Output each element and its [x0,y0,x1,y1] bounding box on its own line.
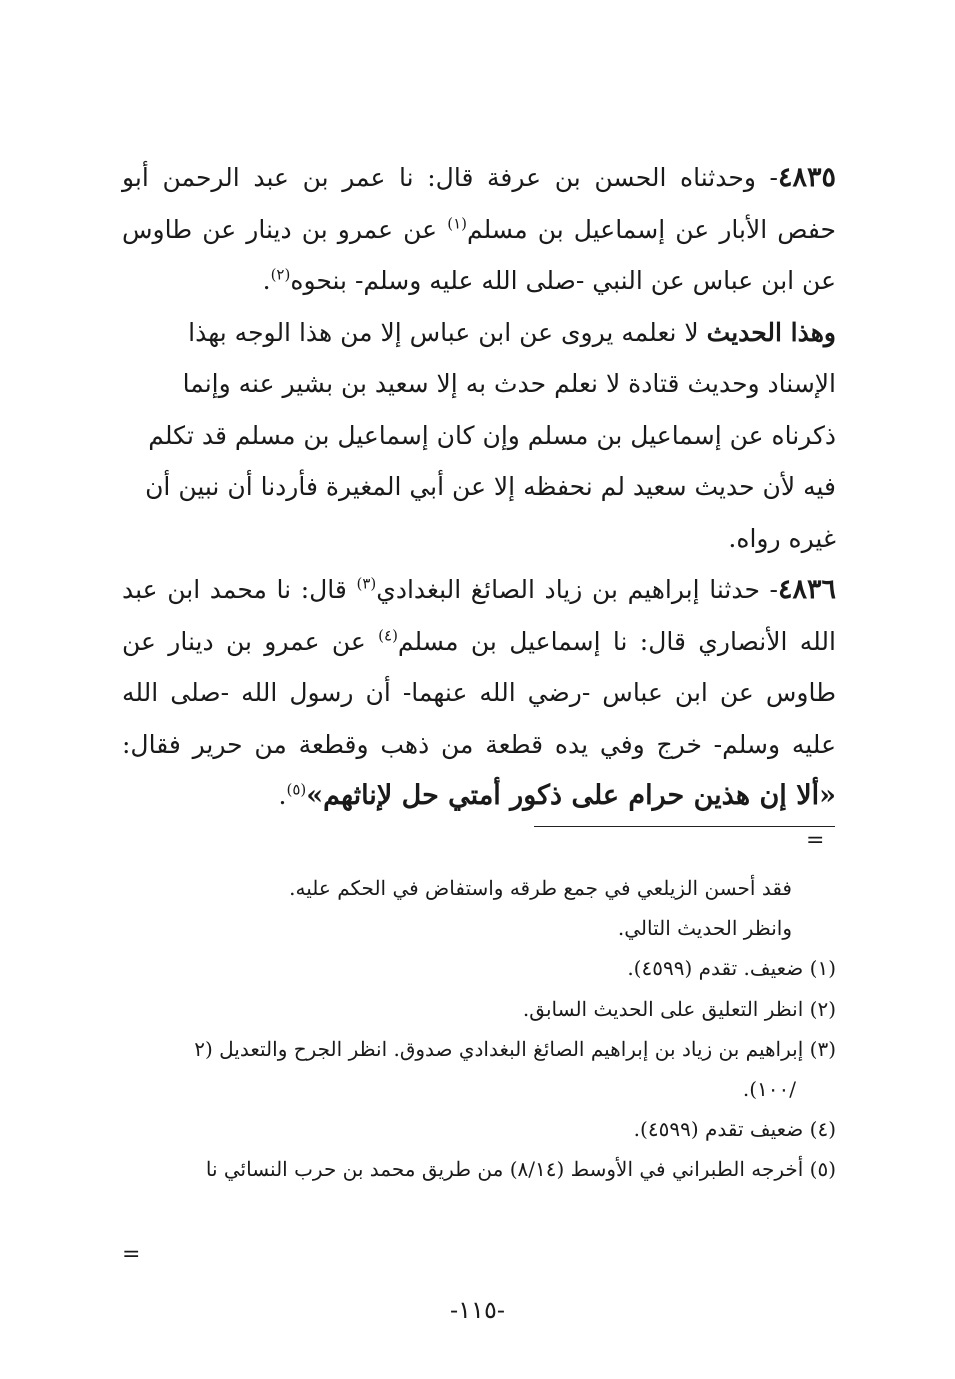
footnote-carryover: وانظر الحديث التالي. [617,916,792,941]
hadith-text: . [278,781,287,810]
footnote-1: (١) ضعيف. تقدم (٤٥٩٩). [627,956,836,981]
footnote-carryover: فقد أحسن الزيلعي في جمع طرقه واستفاض في الحكم عليه. [289,876,792,900]
footnote-divider [534,826,835,827]
footnote-5: (٥) أخرجه الطبراني في الأوسط (٨/١٤) من طريق محمد بن حرب النسائي نا [205,1157,836,1182]
footnotes [122,868,836,1190]
hadith-text: عن عمرو بن دينار عن طاوس عن ابن عباس عن النبي -صلى الله عليه وسلم- بنحوه [122,214,836,295]
continuation-mark-bottom: = [122,1242,141,1267]
hadith-4836 [122,564,836,822]
commentary [122,307,836,565]
hadith-text: - حدثنا إبراهيم بن زياد الصائغ البغدادي [376,575,778,604]
hadith-number: ٤٨٣٦ [777,574,836,605]
footnote-3-continuation: /١٠٠). [742,1077,796,1102]
footnote-3: (٣) إبراهيم بن زياد بن إبراهيم الصائغ البغدادي صدوق. انظر الجرح والتعديل (٢ [194,1036,836,1061]
footnote-4: (٤) ضعيف تقدم (٤٥٩٩). [633,1117,836,1142]
main-text [122,152,836,822]
hadith-number: ٤٨٣٥ [777,162,836,193]
footnote-ref-2[interactable]: (٢) [270,265,291,284]
commentary-lead: وهذا الحديث [706,317,836,347]
footnote-ref-4[interactable]: (٤) [378,626,398,645]
footnote-ref-1[interactable]: (١) [447,214,467,233]
footnote-ref-5[interactable]: (٥) [286,780,307,799]
hadith-text: - وحدثناه الحسن بن عرفة قال: نا عمر بن عبد الرحمن أبو حفص الأبار عن إسماعيل بن مسلم [122,163,837,244]
hadith-text: قال: نا محمد ابن عبد الله الأنصاري قال: نا إسماعيل بن مسلم [122,575,836,656]
hadith-4835 [122,152,836,307]
hadith-text: . [262,266,271,295]
page-number: -١١٥- [450,1296,505,1324]
footnote-ref-3[interactable]: (٣) [356,574,377,593]
footnote-2: (٢) انظر التعليق على الحديث السابق. [522,996,836,1021]
hadith-text: عن عمرو بن دينار عن طاوس عن ابن عباس -رضي الله عنهما- أن رسول الله -صلى الله عليه وسلم- خرج وفي يده قطعة من ذهب وقطعة من حرير فقال: [122,626,836,759]
prophetic-quote: «ألا إن هذين حرام على ذكور أمتي حل لإناثهم» [306,780,836,811]
commentary-text: لا نعلمه يروى عن ابن عباس إلا من هذا الوجه بهذا الإسناد وحديث قتادة لا نعلم حدث به إلا سعيد بن بشير عنه وإنما ذكرناه عن إسماعيل بن مسلم وإن كان إسماعيل بن مسلم قد تكلم فيه لأن حديث سعيد لم نحفظه إلا عن أبي المغيرة فأردنا أن نبين أن غيره رواه. [145,317,836,553]
continuation-mark-top: = [806,828,825,853]
